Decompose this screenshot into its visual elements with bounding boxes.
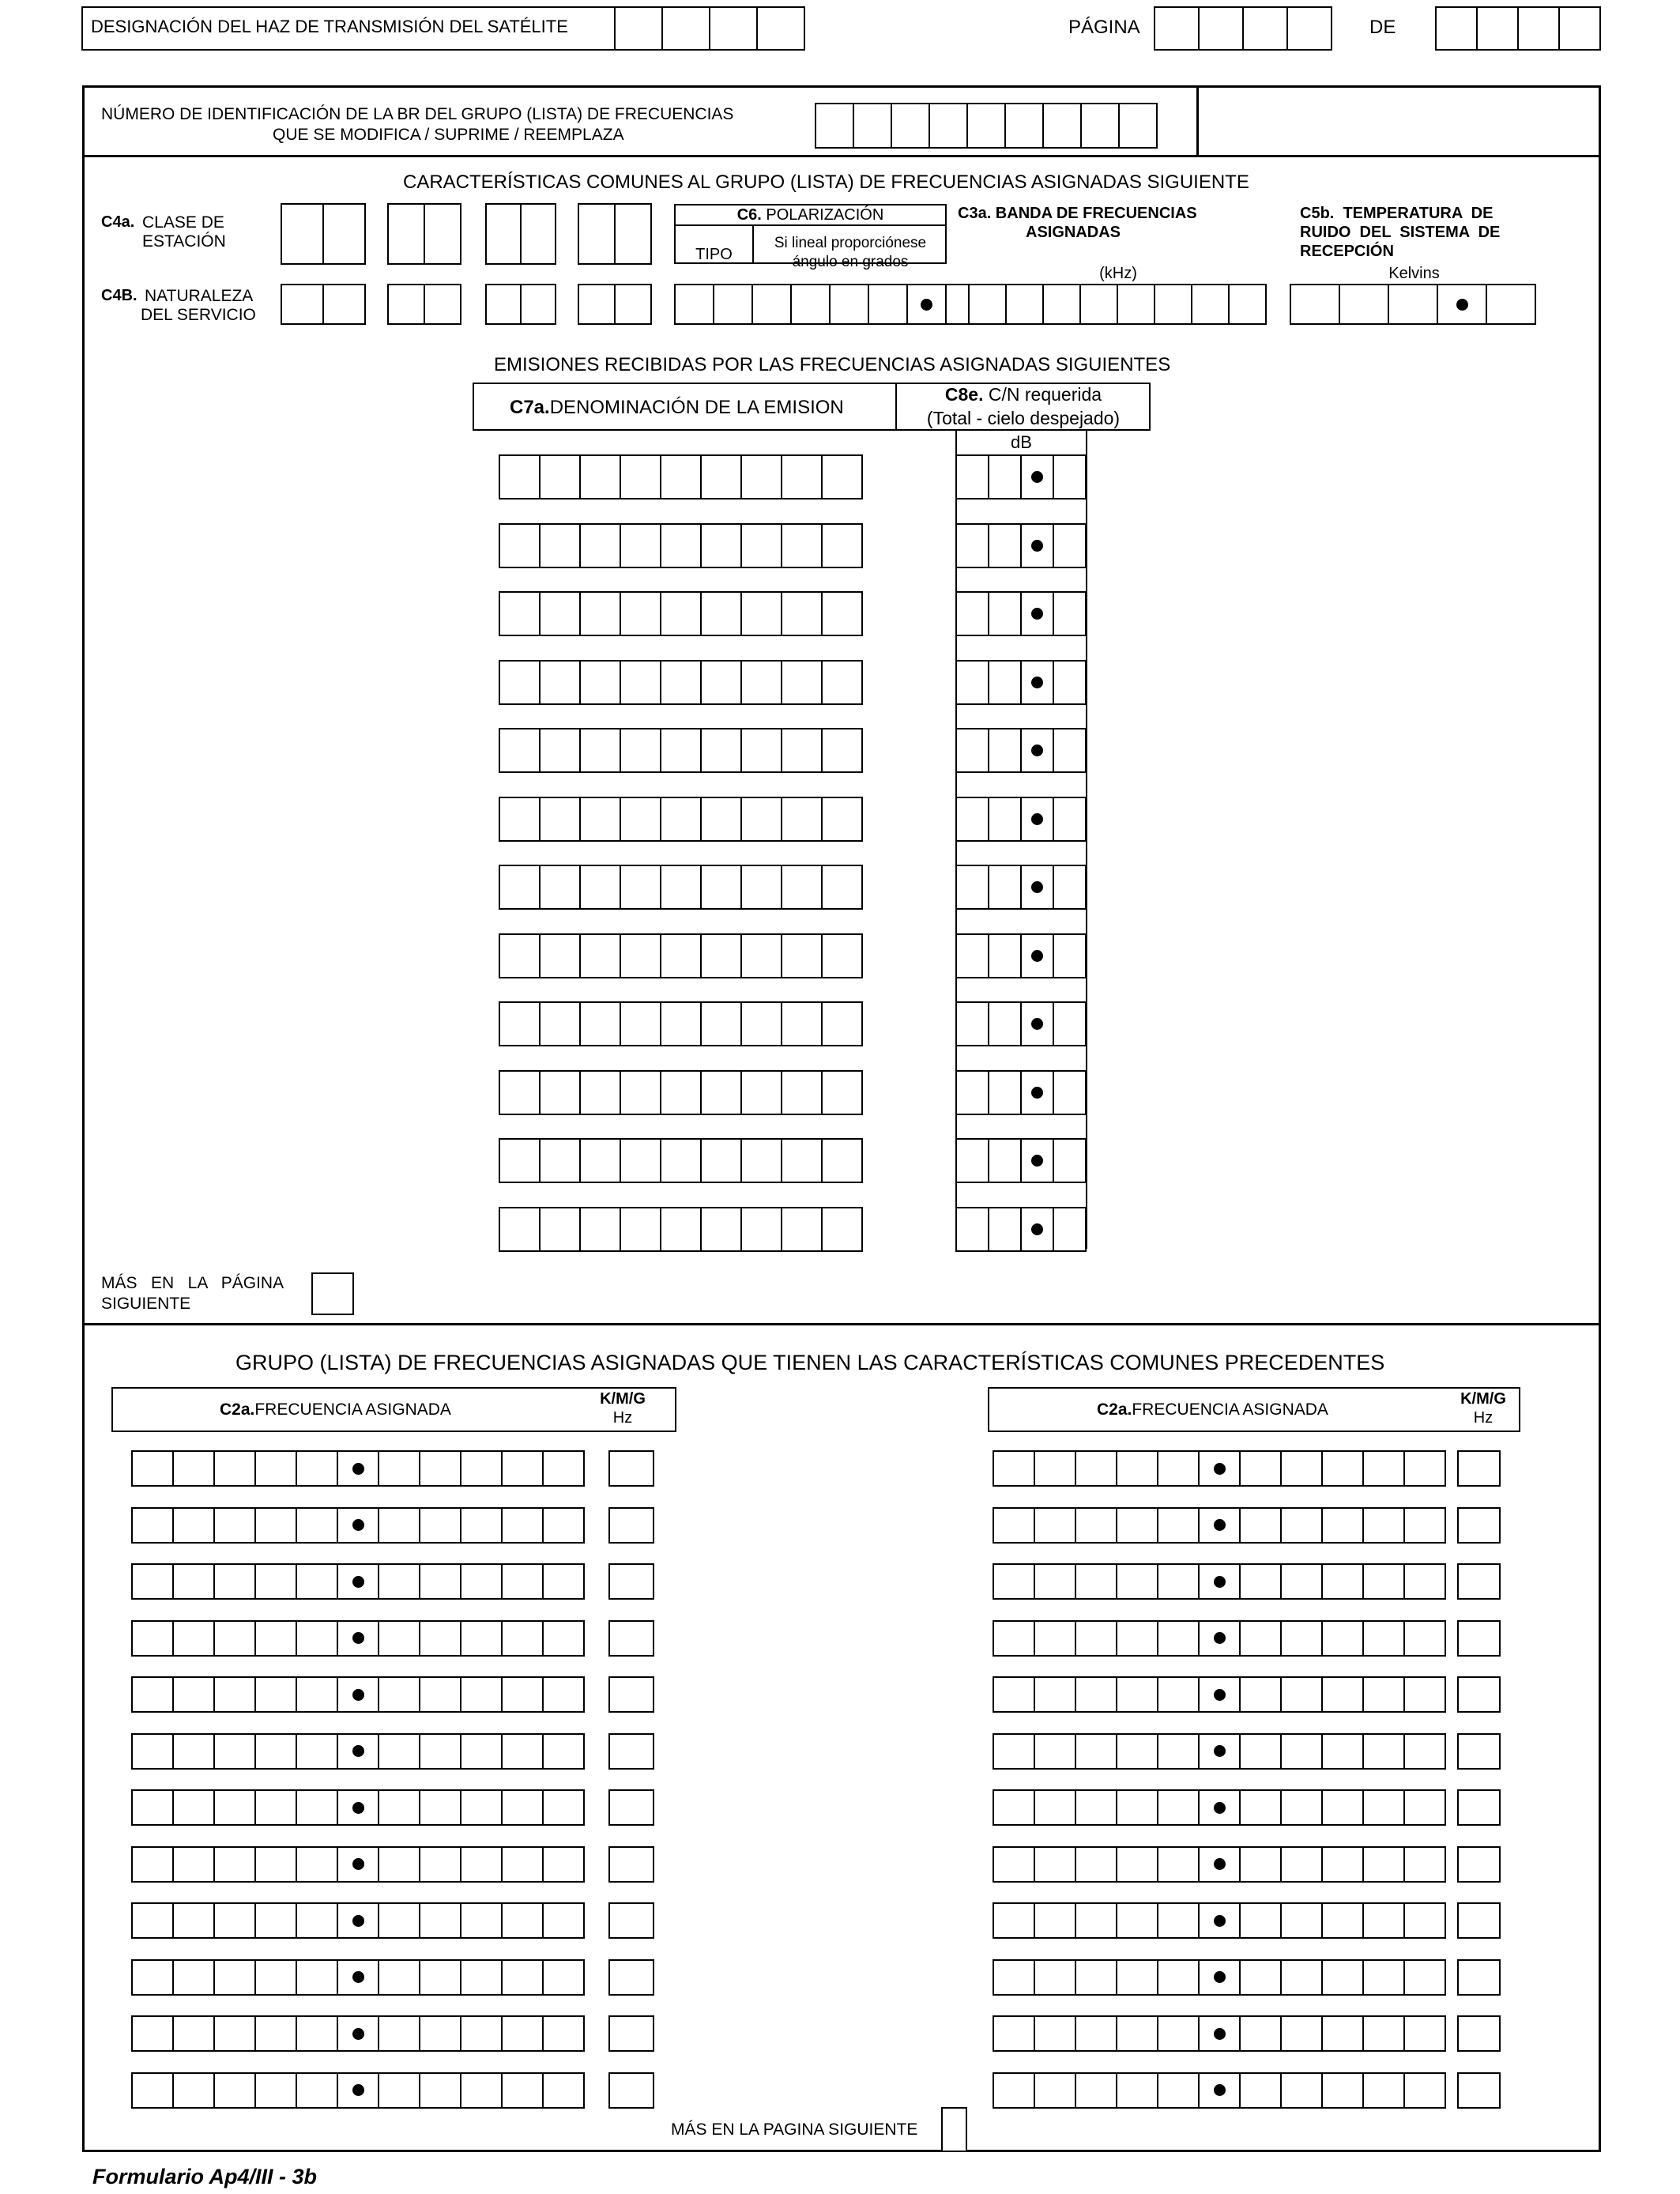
station-class-input-4[interactable] (578, 203, 652, 265)
emission-designation-input[interactable] (499, 797, 863, 842)
c5b-label-line1: C5b. TEMPERATURA DE (1300, 205, 1494, 222)
beam-designation-label: DESIGNACIÓN DEL HAZ DE TRANSMISIÓN DEL SATÉLITE (91, 17, 568, 36)
frequency-band-input[interactable] (968, 284, 1267, 325)
assigned-frequency-input-left[interactable] (131, 2072, 585, 2109)
frequency-unit-header-left-hz: Hz (612, 1409, 633, 1427)
c4b-code: C4B. (101, 287, 137, 304)
cn-required-input[interactable] (955, 660, 1087, 705)
emission-designation-input[interactable] (499, 933, 863, 978)
frequency-unit-input-right[interactable] (1457, 2015, 1501, 2052)
emission-designation-input[interactable] (499, 1138, 863, 1183)
assigned-frequency-input-left[interactable] (131, 1507, 585, 1544)
noise-temperature-input[interactable] (1290, 284, 1536, 325)
c4a-code: C4a. (101, 213, 135, 231)
frequency-unit-input-right[interactable] (1457, 1450, 1501, 1487)
c3a-label-line2: ASIGNADAS (1026, 224, 1121, 241)
emission-designation-header: C7a.DENOMINACIÓN DE LA EMISION (510, 397, 844, 418)
frequency-unit-input-left[interactable] (608, 1846, 654, 1883)
frequency-unit-header-right-hz: Hz (1473, 1409, 1494, 1427)
assigned-frequency-input-right[interactable] (993, 1507, 1446, 1544)
cn-required-input[interactable] (955, 1138, 1087, 1183)
assigned-frequency-input-right[interactable] (993, 1563, 1446, 1600)
assigned-frequency-input-right[interactable] (993, 1846, 1446, 1883)
polarization-type-label: TIPO (695, 246, 733, 263)
frequency-unit-input-right[interactable] (1457, 1620, 1501, 1657)
cn-required-input[interactable] (955, 591, 1087, 636)
frequency-unit-input-left[interactable] (608, 1959, 654, 1996)
cn-required-input[interactable] (955, 454, 1087, 499)
assigned-frequency-input-left[interactable] (131, 1789, 585, 1826)
frequency-unit-input-right[interactable] (1457, 1733, 1501, 1770)
station-class-input-2[interactable] (387, 203, 461, 265)
more-next-page-bottom-checkbox[interactable] (941, 2107, 967, 2152)
frequency-unit-input-left[interactable] (608, 1789, 654, 1826)
assigned-frequency-input-left[interactable] (131, 1620, 585, 1657)
nature-service-input-2[interactable] (387, 284, 461, 325)
frequency-unit-input-right[interactable] (1457, 1507, 1501, 1544)
cn-required-input[interactable] (955, 865, 1087, 910)
page-number-input[interactable] (1154, 6, 1332, 51)
emission-designation-input[interactable] (499, 523, 863, 568)
assigned-frequency-input-left[interactable] (131, 1676, 585, 1713)
total-pages-input[interactable] (1435, 6, 1601, 51)
c5b-label-line3: RECEPCIÓN (1300, 243, 1394, 260)
frequency-unit-input-left[interactable] (608, 1620, 654, 1657)
assigned-frequency-input-right[interactable] (993, 1902, 1446, 1939)
emission-designation-input[interactable] (499, 1001, 863, 1046)
assigned-frequency-input-right[interactable] (993, 1733, 1446, 1770)
emission-designation-input[interactable] (499, 591, 863, 636)
polarization-angle-label-line2: ángulo en grados (792, 254, 909, 270)
frequency-unit-header-left: K/M/G (600, 1390, 646, 1408)
page-label: PÁGINA (1068, 17, 1140, 38)
cn-required-header: C8e. C/N requerida (944, 384, 1102, 405)
frequency-unit-input-left[interactable] (608, 1733, 654, 1770)
frequency-unit-input-right[interactable] (1457, 1563, 1501, 1600)
br-id-input[interactable] (815, 103, 1158, 149)
frequency-unit-input-left[interactable] (608, 1563, 654, 1600)
cn-required-input[interactable] (955, 523, 1087, 568)
frequency-unit-header-right: K/M/G (1460, 1390, 1506, 1408)
more-next-page-label-line2: SIGUIENTE (101, 1295, 191, 1313)
cn-required-input[interactable] (955, 1070, 1087, 1115)
polarization-title: C6. POLARIZACIÓN (736, 206, 884, 224)
emission-designation-input[interactable] (499, 454, 863, 499)
polarization-angle-label-line1: Si lineal proporciónese (774, 235, 927, 251)
assigned-frequency-input-right[interactable] (993, 1620, 1446, 1657)
nature-service-input-1[interactable] (281, 284, 366, 325)
frequency-header-right-label: C2a.FRECUENCIA ASIGNADA (1097, 1400, 1328, 1419)
c4a-label-line1: CLASE DE (142, 213, 224, 232)
more-next-page-label-line1: MÁS EN LA PÁGINA (101, 1274, 284, 1292)
cn-required-input[interactable] (955, 797, 1087, 842)
frequency-unit-input-left[interactable] (608, 1450, 654, 1487)
frequency-group-title: GRUPO (LISTA) DE FRECUENCIAS ASIGNADAS QUE TIENEN LAS CARACTERÍSTICAS COMUNES PRECEDENTES (235, 1351, 1385, 1374)
of-label: DE (1369, 17, 1396, 38)
frequency-unit-input-right[interactable] (1457, 2072, 1501, 2109)
assigned-frequency-input-right[interactable] (993, 1789, 1446, 1826)
more-next-page-checkbox[interactable] (311, 1272, 354, 1315)
frequency-unit-input-right[interactable] (1457, 1902, 1501, 1939)
assigned-frequency-input-left[interactable] (131, 1450, 585, 1487)
frequency-unit-input-left[interactable] (608, 1902, 654, 1939)
cn-unit: dB (1011, 432, 1032, 452)
cn-required-input[interactable] (955, 728, 1087, 773)
emission-designation-input[interactable] (499, 1070, 863, 1115)
emission-designation-input[interactable] (499, 660, 863, 705)
c5b-unit: Kelvins (1388, 265, 1440, 282)
station-class-input-3[interactable] (485, 203, 556, 265)
emission-designation-input[interactable] (499, 1207, 863, 1252)
cn-required-input[interactable] (955, 1001, 1087, 1046)
polarization-type-input[interactable] (674, 284, 753, 325)
c4b-label-line2: DEL SERVICIO (141, 306, 256, 324)
assigned-frequency-input-left[interactable] (131, 1902, 585, 1939)
assigned-frequency-input-right[interactable] (993, 2015, 1446, 2052)
frequency-unit-input-right[interactable] (1457, 1846, 1501, 1883)
assigned-frequency-input-right[interactable] (993, 2072, 1446, 2109)
frequency-unit-input-right[interactable] (1457, 1789, 1501, 1826)
cn-required-input[interactable] (955, 1207, 1087, 1252)
more-next-page-bottom-label: MÁS EN LA PAGINA SIGUIENTE (671, 2120, 918, 2139)
emission-designation-input[interactable] (499, 728, 863, 773)
assigned-frequency-input-left[interactable] (131, 1846, 585, 1883)
emission-designation-input[interactable] (499, 865, 863, 910)
assigned-frequency-input-left[interactable] (131, 1959, 585, 1996)
frequency-unit-input-left[interactable] (608, 1507, 654, 1544)
c3a-unit: (kHz) (1099, 265, 1137, 282)
common-section-title: CARACTERÍSTICAS COMUNES AL GRUPO (LISTA) DE FRECUENCIAS ASIGNADAS SIGUIENTE (403, 172, 1249, 193)
nature-service-input-4[interactable] (578, 284, 652, 325)
cn-required-input[interactable] (955, 933, 1087, 978)
emissions-section-title: EMISIONES RECIBIDAS POR LAS FRECUENCIAS ASIGNADAS SIGUIENTES (494, 354, 1171, 375)
frequency-unit-input-right[interactable] (1457, 1959, 1501, 1996)
assigned-frequency-input-right[interactable] (993, 1959, 1446, 1996)
frequency-header-left-label: C2a.FRECUENCIA ASIGNADA (220, 1400, 451, 1419)
frequency-unit-input-right[interactable] (1457, 1676, 1501, 1713)
c3a-label-line1: C3a. BANDA DE FRECUENCIAS (958, 205, 1197, 222)
station-class-input-1[interactable] (281, 203, 366, 265)
br-id-label-line1: NÚMERO DE IDENTIFICACIÓN DE LA BR DEL GRUPO (LISTA) DE FRECUENCIAS (101, 105, 734, 123)
polarization-angle-input[interactable] (751, 284, 985, 325)
frequency-unit-input-left[interactable] (608, 2015, 654, 2052)
nature-service-input-3[interactable] (485, 284, 556, 325)
br-id-label-line2: QUE SE MODIFICA / SUPRIME / REEMPLAZA (273, 126, 624, 144)
assigned-frequency-input-left[interactable] (131, 1563, 585, 1600)
assigned-frequency-input-left[interactable] (131, 1733, 585, 1770)
form-identifier: Formulario Ap4/III - 3b (92, 2165, 318, 2188)
c4a-label-line2: ESTACIÓN (142, 232, 226, 251)
assigned-frequency-input-left[interactable] (131, 2015, 585, 2052)
beam-designation-input[interactable] (614, 6, 805, 51)
cn-required-subheader: (Total - cielo despejado) (926, 408, 1121, 428)
c4b-label-line1: NATURALEZA (145, 287, 254, 305)
frequency-unit-input-left[interactable] (608, 1676, 654, 1713)
assigned-frequency-input-right[interactable] (993, 1676, 1446, 1713)
c5b-label-line2: RUIDO DEL SISTEMA DE (1300, 224, 1501, 241)
frequency-unit-input-left[interactable] (608, 2072, 654, 2109)
assigned-frequency-input-right[interactable] (993, 1450, 1446, 1487)
